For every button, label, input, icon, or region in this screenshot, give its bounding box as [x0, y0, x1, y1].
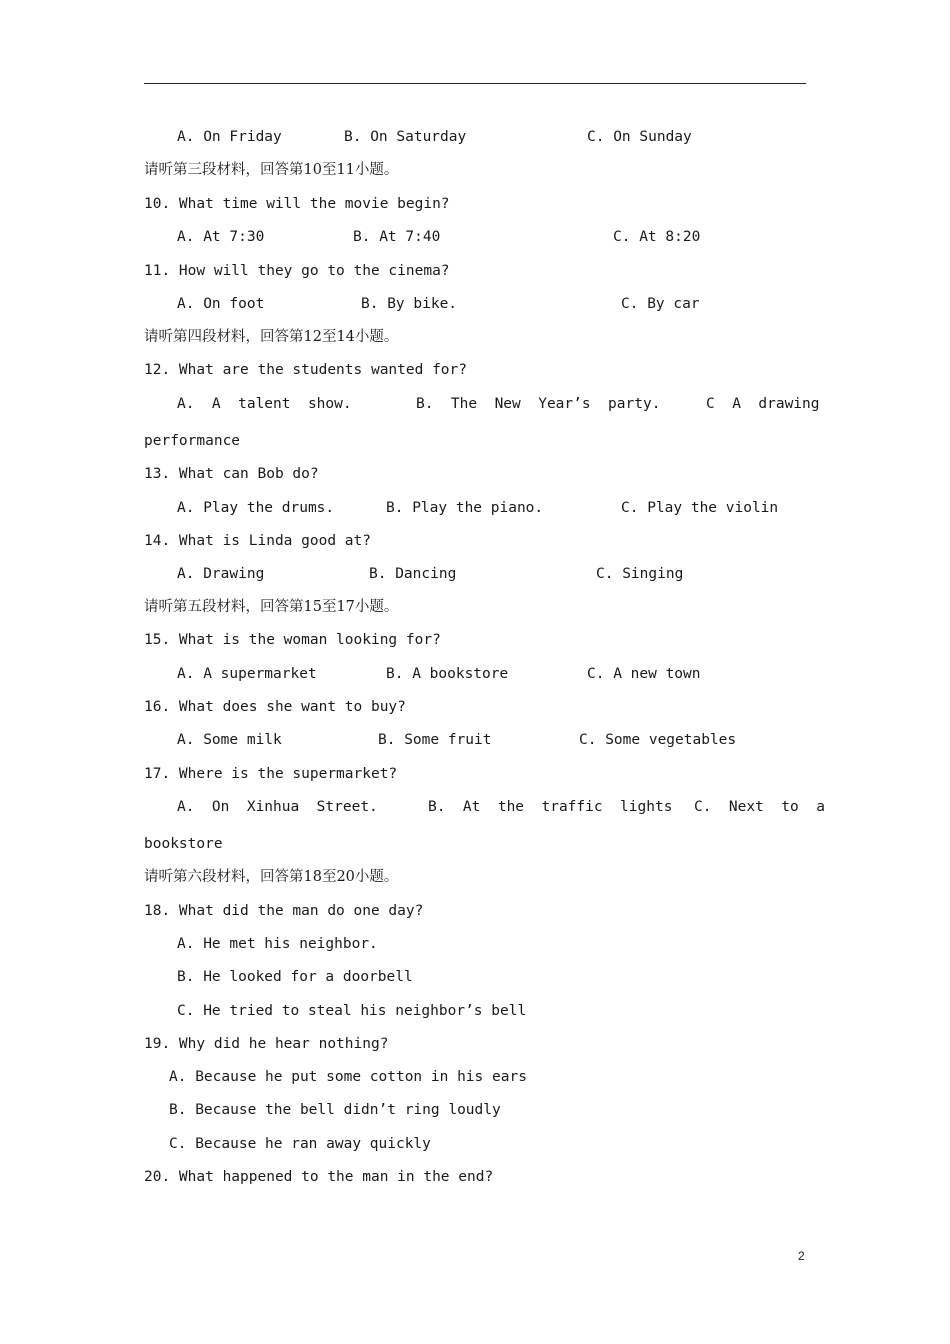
- q14-option-a: A. Drawing: [177, 566, 265, 582]
- q18-option-a: A. He met his neighbor.: [177, 936, 378, 952]
- q16-option-a: A. Some milk: [177, 732, 282, 748]
- q10-option-c: C. At 8:20: [613, 229, 701, 245]
- q13-option-c: C. Play the violin: [621, 500, 779, 516]
- q18-option-b: B. He looked for a doorbell: [177, 969, 413, 985]
- q19-option-c: C. Because he ran away quickly: [169, 1136, 431, 1152]
- q15-option-c: C. A new town: [587, 666, 701, 682]
- q10-option-a: A. At 7:30: [177, 229, 265, 245]
- q10-option-b: B. At 7:40: [353, 229, 441, 245]
- q19-stem: 19. Why did he hear nothing?: [144, 1036, 389, 1052]
- q18-stem: 18. What did the man do one day?: [144, 903, 424, 919]
- q20-stem: 20. What happened to the man in the end?: [144, 1169, 494, 1185]
- q15-stem: 15. What is the woman looking for?: [144, 632, 441, 648]
- q12-option-c: C A drawing: [706, 396, 820, 412]
- q9-option-c: C. On Sunday: [587, 129, 692, 145]
- q17-option-c: C. Next to a: [694, 799, 825, 815]
- q13-stem: 13. What can Bob do?: [144, 466, 319, 482]
- q11-option-a: A. On foot: [177, 296, 265, 312]
- q14-option-c: C. Singing: [596, 566, 684, 582]
- q9-option-b: B. On Saturday: [344, 129, 467, 145]
- q16-option-c: C. Some vegetables: [579, 732, 737, 748]
- q17-stem: 17. Where is the supermarket?: [144, 766, 398, 782]
- q10-stem: 10. What time will the movie begin?: [144, 196, 450, 212]
- q12-option-a: A. A talent show.: [177, 396, 352, 412]
- q17-option-c-wrap: bookstore: [144, 836, 223, 852]
- q17-option-b: B. At the traffic lights: [428, 799, 673, 815]
- q14-stem: 14. What is Linda good at?: [144, 533, 371, 549]
- q11-option-c: C. By car: [621, 296, 700, 312]
- q13-option-b: B. Play the piano.: [386, 500, 544, 516]
- header-rule: [144, 83, 806, 84]
- q11-stem: 11. How will they go to the cinema?: [144, 263, 450, 279]
- q14-option-b: B. Dancing: [369, 566, 457, 582]
- q9-option-a: A. On Friday: [177, 129, 282, 145]
- q12-option-c-wrap: performance: [144, 433, 241, 449]
- q13-option-a: A. Play the drums.: [177, 500, 335, 516]
- q16-option-b: B. Some fruit: [378, 732, 492, 748]
- q17-option-a: A. On Xinhua Street.: [177, 799, 378, 815]
- q12-stem: 12. What are the students wanted for?: [144, 362, 468, 378]
- section-4-instruction: 请听第四段材料，回答第12至14小题。: [144, 329, 399, 345]
- section-3-instruction: 请听第三段材料，回答第10至11小题。: [144, 162, 399, 178]
- q15-option-a: A. A supermarket: [177, 666, 317, 682]
- q19-option-b: B. Because the bell didn’t ring loudly: [169, 1102, 501, 1118]
- q11-option-b: B. By bike.: [361, 296, 458, 312]
- q12-option-b: B. The New Year’s party.: [416, 396, 661, 412]
- section-5-instruction: 请听第五段材料，回答第15至17小题。: [144, 599, 399, 615]
- q16-stem: 16. What does she want to buy?: [144, 699, 406, 715]
- page-number: 2: [798, 1249, 805, 1263]
- q18-option-c: C. He tried to steal his neighbor’s bell: [177, 1003, 527, 1019]
- section-6-instruction: 请听第六段材料，回答第18至20小题。: [144, 869, 399, 885]
- q19-option-a: A. Because he put some cotton in his ears: [169, 1069, 527, 1085]
- q15-option-b: B. A bookstore: [386, 666, 509, 682]
